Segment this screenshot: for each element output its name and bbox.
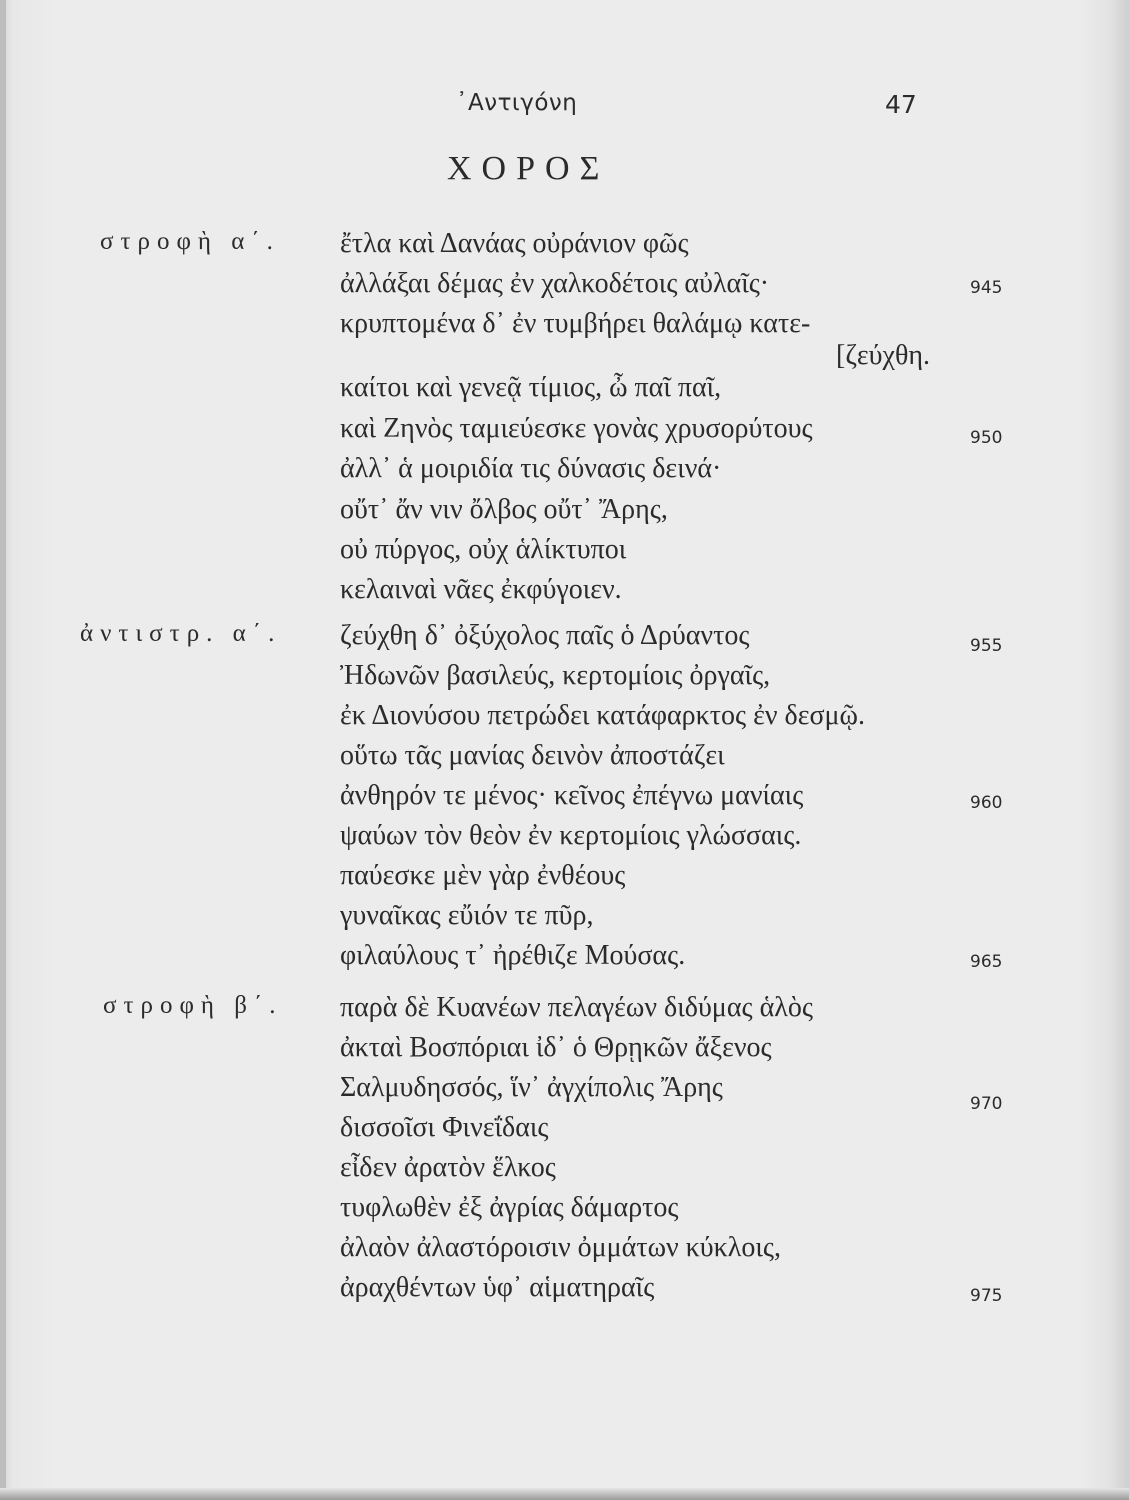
line-number: 955	[970, 636, 1003, 656]
verse-line: δισσοῖσι Φινεΐδαις	[340, 1112, 549, 1143]
verse-line: ἀλλάξαι δέμας ἐν χαλκοδέτοις αὐλαῖς·	[340, 268, 770, 299]
verse-line: ἀλλ᾽ ἁ μοιριδία τις δύνασις δεινά·	[340, 453, 722, 484]
section-label-antistrophe-a: ἀντιστρ. α΄.	[80, 620, 282, 647]
verse-line: παύεσκε μὲν γὰρ ἐνθέους	[340, 860, 626, 891]
chorus-heading: ΧΟΡΟΣ	[447, 150, 610, 187]
verse-line: ἐκ Διονύσου πετρώδει κατάφαρκτος ἐν δεσμῷ.	[340, 700, 865, 731]
verse-line: κελαιναὶ νᾶες ἐκφύγοιεν.	[340, 574, 622, 605]
verse-line-continuation: [ζεύχθη.	[836, 340, 931, 371]
verse-line: παρὰ δὲ Κυανέων πελαγέων διδύμας ἁλὸς	[340, 992, 813, 1023]
verse-line: ἔτλα καὶ Δανάας οὐράνιον φῶς	[340, 228, 689, 259]
verse-line: τυφλωθὲν ἐξ ἀγρίας δάμαρτος	[340, 1192, 679, 1223]
line-number: 960	[970, 793, 1003, 813]
page-bottom-edge	[0, 1488, 1129, 1500]
line-number: 965	[970, 952, 1003, 972]
verse-line: καίτοι καὶ γενεᾷ τίμιος, ὦ παῖ παῖ,	[340, 372, 722, 403]
verse-line: εἶδεν ἀρατὸν ἕλκος	[340, 1152, 556, 1183]
verse-line: καὶ Ζηνὸς ταμιεύεσκε γονὰς χρυσορύτους	[340, 413, 813, 444]
line-number: 950	[970, 428, 1003, 448]
running-title: ᾿Αντιγόνη	[456, 90, 578, 116]
verse-line: ζεύχθη δ᾽ ὀξύχολος παῖς ὁ Δρύαντος	[340, 620, 750, 651]
page-gutter-edge	[0, 0, 6, 1500]
verse-line: ἀνθηρόν τε μένος· κεῖνος ἐπέγνω μανίαις	[340, 780, 804, 811]
verse-line: οὐ πύργος, οὐχ ἁλίκτυποι	[340, 534, 627, 565]
verse-line: κρυπτομένα δ᾽ ἐν τυμβήρει θαλάμῳ κατε-	[340, 308, 811, 339]
verse-line: Σαλμυδησσός, ἵν᾽ ἀγχίπολις Ἄρης	[340, 1072, 723, 1103]
verse-line: οὕτω τᾶς μανίας δεινὸν ἀποστάζει	[340, 740, 725, 771]
section-label-strophe-a: στροφὴ α΄.	[100, 228, 280, 255]
verse-line: γυναῖκας εὔιόν τε πῦρ,	[340, 900, 594, 931]
line-number: 945	[970, 278, 1003, 298]
verse-line: ἀλαὸν ἀλαστόροισιν ὀμμάτων κύκλοις,	[340, 1232, 781, 1263]
verse-line: ἀκταὶ Βοσπόριαι ἰδ᾽ ὁ Θρῃκῶν ἄξενος	[340, 1032, 772, 1063]
verse-line: ψαύων τὸν θεὸν ἐν κερτομίοις γλώσσαις.	[340, 820, 802, 851]
verse-line: ἀραχθέντων ὑφ᾽ αἱματηραῖς	[340, 1272, 655, 1303]
section-label-strophe-b: στροφὴ β΄.	[103, 992, 283, 1019]
line-number: 975	[970, 1286, 1003, 1306]
line-number: 970	[970, 1094, 1003, 1114]
page-number: 47	[885, 90, 917, 119]
verse-line: οὔτ᾽ ἄν νιν ὄλβος οὔτ᾽ Ἄρης,	[340, 494, 668, 525]
verse-line: Ἠδωνῶν βασιλεύς, κερτομίοις ὀργαῖς,	[340, 660, 771, 691]
verse-line: φιλαύλους τ᾽ ἠρέθιζε Μούσας.	[340, 940, 686, 971]
